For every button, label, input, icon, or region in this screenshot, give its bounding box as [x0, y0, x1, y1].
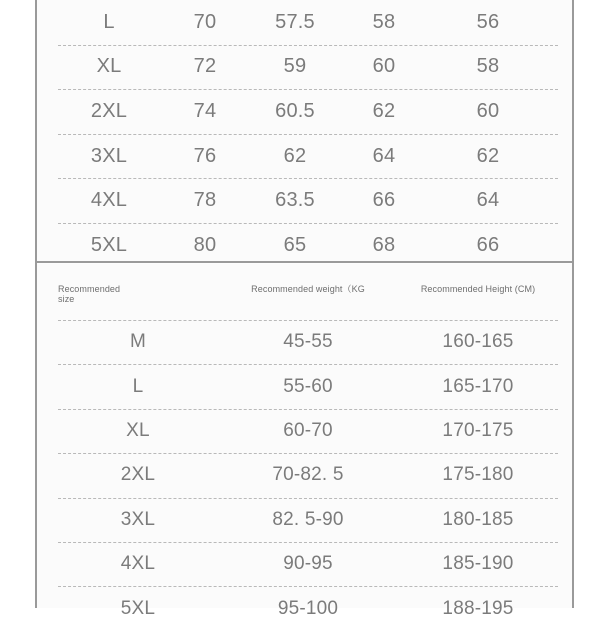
cell-size: 5XL: [90, 233, 128, 256]
table-row: [37, 364, 572, 408]
cell-weight: 55-60: [283, 375, 333, 397]
cell-col-2: 62: [283, 144, 307, 167]
table-row: [37, 586, 572, 630]
cell-size: M: [129, 331, 147, 353]
page-left-margin: [0, 0, 35, 608]
cell-col-4: 64: [476, 189, 500, 212]
table-row: [37, 134, 572, 179]
table-frame-left-rule: [35, 0, 37, 608]
cell-size: 4XL: [120, 553, 156, 575]
table-row: [37, 320, 572, 364]
cell-col-2: 57.5: [275, 10, 315, 33]
cell-weight: 70-82. 5: [272, 464, 344, 486]
cell-size: 4XL: [90, 189, 128, 212]
column-header-size-line1: Recommended: [58, 284, 121, 294]
cell-col-3: 68: [372, 233, 396, 256]
table-row: [37, 178, 572, 223]
cell-col-3: 66: [372, 189, 396, 212]
column-header-recommended-height: Recommended Height (CM): [420, 284, 536, 294]
page-right-margin: [574, 0, 608, 608]
cell-col-3: 64: [372, 144, 396, 167]
cell-col-2: 59: [283, 55, 307, 78]
cell-col-1: 74: [193, 99, 217, 122]
cell-size: XL: [126, 419, 150, 441]
garment-measurements-table: [37, 0, 572, 261]
cell-col-1: 72: [193, 55, 217, 78]
cell-col-1: 76: [193, 144, 217, 167]
table-row: [37, 45, 572, 90]
cell-col-4: 56: [476, 10, 500, 33]
cell-col-4: 62: [476, 144, 500, 167]
cell-height: 180-185: [442, 508, 514, 530]
cell-col-4: 66: [476, 233, 500, 256]
cell-col-3: 58: [372, 10, 396, 33]
column-header-size-line2: size: [58, 294, 75, 305]
cell-height: 175-180: [442, 464, 514, 486]
table-section-divider: [36, 261, 573, 263]
table-row: [37, 542, 572, 586]
cell-col-2: 63.5: [275, 189, 315, 212]
cell-height: 160-165: [442, 331, 514, 353]
cell-weight: 60-70: [283, 419, 333, 441]
cell-weight: 90-95: [283, 553, 333, 575]
cell-size: 3XL: [90, 144, 128, 167]
table-row: [37, 409, 572, 453]
table-row: [37, 453, 572, 497]
cell-size: 2XL: [90, 99, 128, 122]
cell-size: 3XL: [120, 508, 156, 530]
cell-size: L: [103, 10, 115, 33]
table-row: [37, 498, 572, 542]
table-row: [37, 0, 572, 45]
cell-col-1: 70: [193, 10, 217, 33]
column-header-recommended-weight: Recommended weight（KG: [251, 284, 365, 294]
cell-col-1: 78: [193, 189, 217, 212]
size-recommendation-table: [37, 264, 572, 619]
cell-col-4: 58: [476, 55, 500, 78]
cell-col-4: 60: [476, 99, 500, 122]
cell-height: 188-195: [442, 597, 514, 619]
table-frame-right-rule: [572, 0, 574, 608]
cell-size: 2XL: [120, 464, 156, 486]
cell-size: L: [132, 375, 144, 397]
cell-size: XL: [96, 55, 122, 78]
cell-col-3: 62: [372, 99, 396, 122]
cell-col-1: 80: [193, 233, 217, 256]
cell-height: 170-175: [442, 419, 514, 441]
cell-col-3: 60: [372, 55, 396, 78]
cell-weight: 95-100: [277, 597, 339, 619]
cell-weight: 45-55: [283, 331, 333, 353]
column-header-recommended-size: [58, 264, 218, 304]
table-header-row: [37, 264, 572, 320]
cell-weight: 82. 5-90: [272, 508, 344, 530]
cell-col-2: 60.5: [275, 99, 315, 122]
cell-size: 5XL: [120, 597, 156, 619]
cell-col-2: 65: [283, 233, 307, 256]
table-row: [37, 89, 572, 134]
cell-height: 185-190: [442, 553, 514, 575]
cell-height: 165-170: [442, 375, 514, 397]
